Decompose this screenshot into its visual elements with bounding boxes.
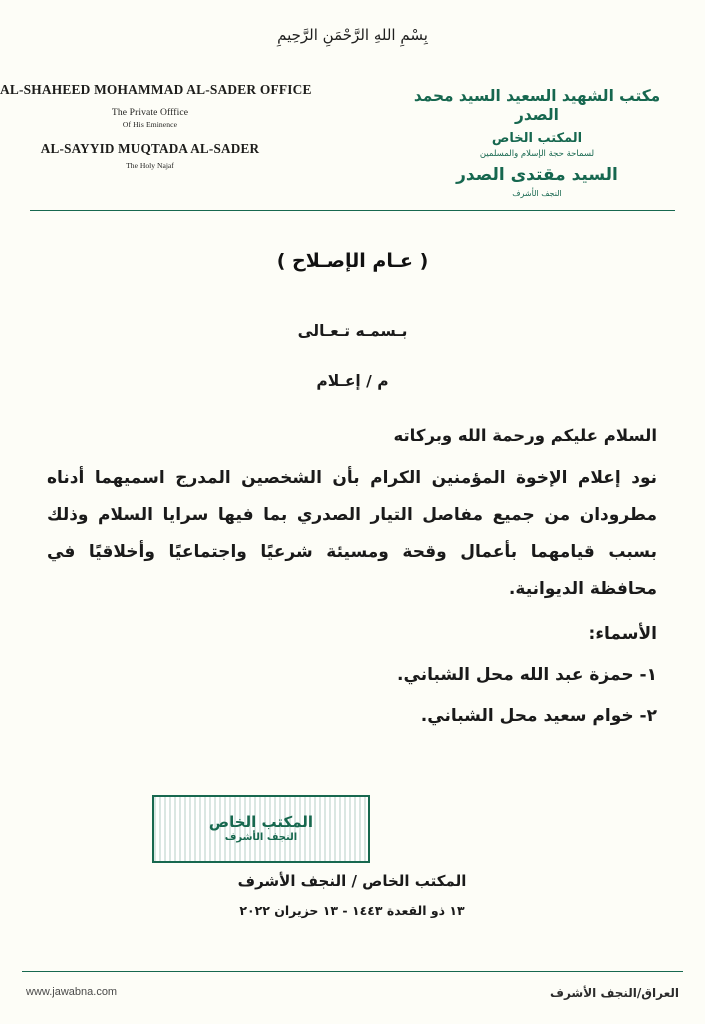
footer-website[interactable]: www.jawabna.com (26, 986, 118, 998)
office-subtitle-en: The Private Offfice (111, 107, 189, 118)
invocation-text: بـسمـه تـعـالى (297, 322, 408, 340)
header-divider (30, 210, 675, 211)
letterhead (0, 78, 705, 200)
office-name-ar: مكتب الشهيد السعيد السيد محمد الصدر (413, 86, 661, 124)
office-name-en: AL-SHAHEED MOHAMMAD AL-SADER OFFICE (0, 82, 312, 97)
basmala-text: بِسْمِ اللهِ الرَّحْمَنِ الرَّحِيمِ (277, 26, 428, 44)
signature-date: ١٣ ذو القعدة ١٤٤٣ - ١٣ حزيران ٢٠٢٢ (239, 903, 465, 918)
body-paragraph: نود إعلام الإخوة المؤمنين الكرام بأن الشخصين المدرج اسميهما أدناه مطرودان من جميع مفاصل التيار الصدري بما فيها سرايا السلام وذلك بسبب قيامهما بأعمال وقحة ومسيئة شرعيًا واجتماعيًا وأخلاقيًا في محافظة الديوانية. (47, 468, 657, 599)
names-label: الأسماء: (588, 623, 657, 644)
document-body (47, 422, 657, 726)
letterhead-english (0, 82, 312, 170)
subject-line: م / إعـلام (316, 372, 389, 390)
signature-office: المكتب الخاص / النجف الأشرف (237, 872, 467, 890)
office-subtitle-ar: المكتب الخاص (491, 131, 583, 146)
seal-line-1: المكتب الخاص (208, 813, 314, 832)
office-eminence-ar: لسماحة حجة الإسلام والمسلمين (479, 149, 595, 159)
city-en: The Holy Najaf (126, 161, 174, 170)
office-eminence-en: Of His Eminence (122, 120, 178, 129)
sayyid-name-en: AL-SAYYID MUQTADA AL-SADER (40, 141, 260, 156)
document-title: ( عـام الإصـلاح ) (276, 250, 429, 272)
sayyid-name-ar: السيد مقتدى الصدر (456, 165, 618, 185)
list-item: ١- حمزة عبد الله محل الشباني. (397, 664, 657, 685)
letterhead-arabic (387, 86, 687, 198)
seal-content (209, 813, 313, 844)
city-ar: النجف الأشرف (512, 189, 562, 198)
list-item: ٢- خوام سعيد محل الشباني. (420, 705, 657, 726)
footer-divider (22, 971, 683, 972)
footer-location: العراق/النجف الأشرف (550, 986, 679, 1000)
greeting-text: السلام عليكم ورحمة الله وبركاته (393, 426, 657, 445)
office-seal (152, 795, 370, 863)
seal-line-2: النجف الأشرف (224, 832, 298, 844)
